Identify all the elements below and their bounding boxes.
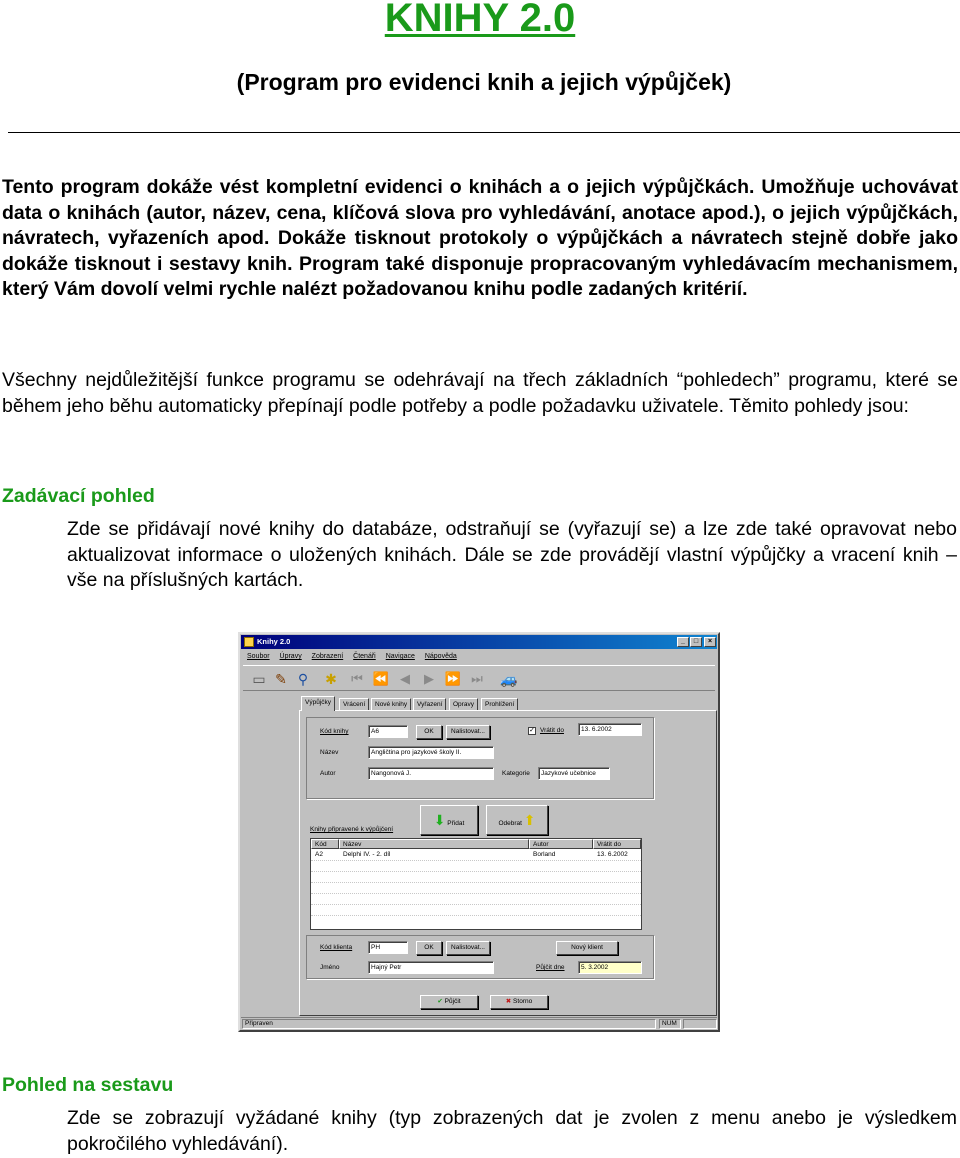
checkmark-icon: ✔ xyxy=(437,998,443,1005)
app-toolbar xyxy=(243,665,715,691)
cancel-button[interactable] xyxy=(490,995,548,1009)
tab-prohlizeni[interactable]: Prohlížení xyxy=(481,698,518,710)
category-field: Jazykové učebnice xyxy=(538,767,610,780)
views-intro-paragraph: Všechny nejdůležitější funkce programu se odehrávají na třech základních “pohledech” programu, které se během jeho běhu automaticky přepínají podle potřeby a podle požadavku uživatele. Těmito pohledy jsou: xyxy=(2,369,958,417)
app-menubar xyxy=(243,651,715,663)
loan-date-input[interactable]: 5. 3.2002 xyxy=(578,961,642,974)
menu-soubor[interactable]: Soubor xyxy=(247,653,270,660)
book-author-field: Nangonová J. xyxy=(368,767,494,780)
menu-ctenari[interactable]: Čtenáři xyxy=(353,653,376,660)
list-row-code[interactable]: A2 xyxy=(315,851,323,858)
prev-icon[interactable]: ◀ xyxy=(400,671,410,686)
reader-code-label: Kód klienta xyxy=(320,944,353,951)
tab-vypujcky[interactable]: Výpůjčky xyxy=(301,696,335,711)
app-window-title: Knihy 2.0 xyxy=(257,637,291,646)
minimize-button[interactable]: _ xyxy=(677,637,689,647)
section-heading-input-view: Zadávací pohled xyxy=(2,485,155,507)
list-gridline xyxy=(311,893,641,894)
book-code-label: Kód knihy xyxy=(320,728,349,735)
reader-find-button[interactable]: Nalistovat... xyxy=(446,941,490,955)
search-icon[interactable]: ⚲ xyxy=(297,671,309,687)
intro-paragraph: Tento program dokáže vést kompletní evidenci o knihách a o jejich výpůjčkách. Umožňuje uchovávat data o knihách (autor, název, cena, klíčová slova pro vyhledávání, anotace apod.), o jejich výpůjčkách, návratech, vyřazeních apod. Dokáže tisknout protokoly o výpůjčkách a návratech stejně dobře jako dokáže tisknout i sestavy knih. Program také disponuje propracovaným vyhledávacím mechanismem, který Vám dovolí velmi rychle nalézt požadovanou knihu podle zadaných kritérií. xyxy=(2,176,958,300)
menu-zobrazeni[interactable]: Zobrazení xyxy=(311,653,344,660)
book-find-button[interactable]: Nalistovat... xyxy=(446,725,490,739)
lend-button-label: Půjčit xyxy=(444,998,461,1005)
first-icon[interactable]: ⏮ xyxy=(351,671,363,686)
loan-tab-panel xyxy=(299,710,717,1016)
list-col-due[interactable]: Vrátit do xyxy=(593,839,641,849)
remove-button[interactable] xyxy=(486,805,548,835)
ready-books-list[interactable] xyxy=(310,838,642,930)
menu-napoveda[interactable]: Nápověda xyxy=(424,653,457,660)
menu-upravy[interactable]: Úpravy xyxy=(279,653,302,660)
status-message: Připraven xyxy=(242,1019,656,1029)
maximize-button[interactable]: □ xyxy=(690,637,702,647)
next-fast-icon[interactable]: ⏩ xyxy=(444,671,462,686)
menu-navigace[interactable]: Navigace xyxy=(385,653,415,660)
new-reader-button[interactable]: Nový klient xyxy=(556,941,618,955)
book-name-label: Název xyxy=(320,749,339,756)
due-date-input[interactable]: 13. 6.2002 xyxy=(578,723,642,736)
list-gridline xyxy=(311,871,641,872)
down-arrow-icon: ⬇ xyxy=(433,812,446,828)
list-row-author[interactable]: Borland xyxy=(533,851,556,858)
category-label: Kategorie xyxy=(502,770,530,777)
book-ok-button[interactable]: OK xyxy=(416,725,442,739)
section-heading-report-view: Pohled na sestavu xyxy=(2,1074,174,1096)
tab-vraceni[interactable]: Vrácení xyxy=(339,698,369,710)
loan-date-label: Půjčit dne xyxy=(536,964,565,971)
list-gridline xyxy=(311,904,641,905)
section-text-input-view: Zde se přidávají nové knihy do databáze, odstraňují se (vyřazují se) a lze zde také opravovat nebo aktualizovat informace o uložených knihách. Dále se zde provádějí vlastní výpůjčky a vracení knih – vše na příslušných kartách. xyxy=(67,518,957,591)
reader-code-input[interactable]: PH xyxy=(368,941,408,954)
open-icon[interactable]: ▭ xyxy=(252,671,266,687)
add-button[interactable] xyxy=(420,805,478,835)
tab-opravy[interactable]: Opravy xyxy=(449,698,478,710)
section-text-report-view: Zde se zobrazují vyžádané knihy (typ zobrazených dat je zvolen z menu anebo je výsledkem pokročilého vyhledávání). xyxy=(67,1107,957,1155)
tab-nove-knihy[interactable]: Nové knihy xyxy=(371,698,411,710)
document-subtitle: (Program pro evidenci knih a jejich výpůjček) xyxy=(236,69,732,95)
list-row-name[interactable]: Delphi IV. - 2. díl xyxy=(343,851,391,858)
app-statusbar xyxy=(241,1017,717,1029)
book-author-label: Autor xyxy=(320,770,336,777)
due-date-label: Vrátit do xyxy=(540,727,564,734)
cross-icon: ✖ xyxy=(505,998,512,1005)
remove-button-label: Odebrat xyxy=(498,820,522,827)
close-button[interactable]: × xyxy=(704,637,716,647)
car-icon[interactable]: 🚙 xyxy=(500,671,518,687)
reader-name-label: Jméno xyxy=(320,964,340,971)
list-col-name[interactable]: Název xyxy=(339,839,529,849)
status-num: NUM xyxy=(659,1019,681,1029)
prev-fast-icon[interactable]: ⏪ xyxy=(372,671,390,686)
list-gridline xyxy=(311,882,641,883)
list-caption: Knihy připravené k výpůjčení xyxy=(310,826,394,833)
book-code-input[interactable]: A6 xyxy=(368,725,408,738)
list-gridline xyxy=(311,860,641,861)
app-titlebar xyxy=(241,635,717,649)
reader-name-field: Hajný Petr xyxy=(368,961,494,974)
horizontal-rule xyxy=(8,132,960,133)
tab-vyrazeni[interactable]: Vyřazení xyxy=(413,698,446,710)
list-gridline xyxy=(311,915,641,916)
due-date-checkbox[interactable]: ✓ xyxy=(529,727,535,734)
tab-area xyxy=(295,696,719,1016)
reader-ok-button[interactable]: OK xyxy=(416,941,442,955)
tools-icon[interactable]: ✱ xyxy=(325,671,337,687)
book-name-field: Angličtina pro jazykové školy II. xyxy=(368,746,494,759)
add-button-label: Přidat xyxy=(447,820,465,827)
status-cell-empty xyxy=(683,1019,717,1029)
edit-icon[interactable]: ✎ xyxy=(275,671,287,687)
app-screenshot-window xyxy=(238,632,720,1032)
app-book-icon xyxy=(244,637,254,647)
cancel-button-label: Storno xyxy=(513,998,533,1005)
list-col-author[interactable]: Autor xyxy=(529,839,593,849)
up-arrow-icon: ⬆ xyxy=(523,812,536,828)
lend-button[interactable] xyxy=(420,995,478,1009)
document-title: KNIHY 2.0 xyxy=(384,0,576,40)
last-icon[interactable]: ⏭ xyxy=(471,671,483,686)
list-col-code[interactable]: Kód xyxy=(311,839,339,849)
next-icon[interactable]: ▶ xyxy=(424,671,434,686)
list-row-due[interactable]: 13. 6.2002 xyxy=(597,851,628,858)
